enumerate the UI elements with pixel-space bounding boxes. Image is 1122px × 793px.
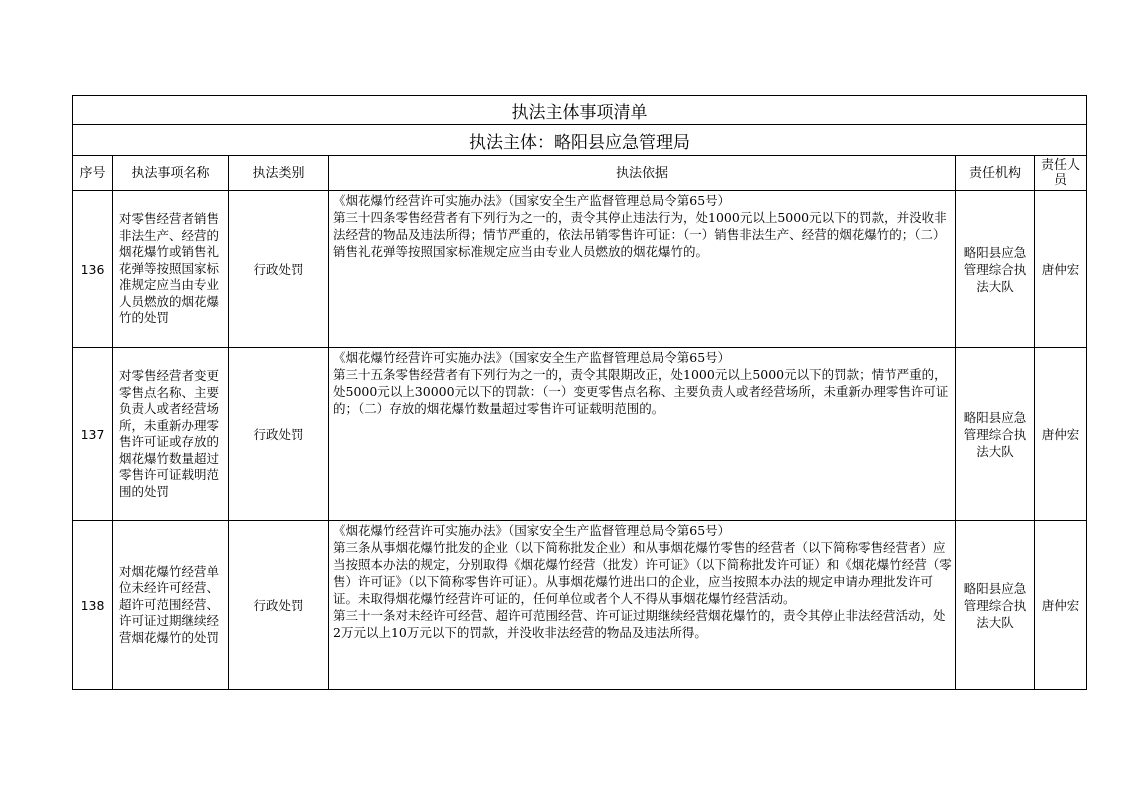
legal-basis-line: 第三条从事烟花爆竹批发的企业（以下简称批发企业）和从事烟花爆竹零售的经营者（以下简称零售经营者）应当按照本办法的规定，分别取得《烟花爆竹经营（批发）许可证》（以下简称批发许可证）和《烟花爆竹经营（零售）许可证》（以下简称零售许可证）。从事烟花爆竹进出口的企业，应当按照本办法的规定申请办理批发许可证。未取得烟花爆竹经营许可证的，任何单位或者个人不得从事烟花爆竹经营活动。 — [333, 540, 952, 606]
legal-basis — [329, 191, 956, 348]
table-row — [73, 521, 1087, 690]
document-title: 执法主体事项清单 — [73, 96, 1087, 125]
responsible-person: 唐仲宏 — [1035, 521, 1087, 690]
header-type: 执法类别 — [229, 156, 329, 191]
item-name: 对零售经营者变更零售点名称、主要负责人或者经营场所，未重新办理零售许可证或存放的烟花爆竹数量超过零售许可证载明范围的处罚 — [113, 348, 229, 521]
item-name: 对零售经营者销售非法生产、经营的烟花爆竹或销售礼花弹等按照国家标准规定应当由专业人员燃放的烟花爆竹的处罚 — [113, 191, 229, 348]
header-name: 执法事项名称 — [113, 156, 229, 191]
legal-basis-line: 《烟花爆竹经营许可实施办法》（国家安全生产监督管理总局令第65号） — [333, 523, 731, 538]
enforcement-items-table — [72, 95, 1087, 690]
header-row — [73, 156, 1087, 191]
item-name: 对烟花爆竹经营单位未经许可经营、超许可范围经营、许可证过期继续经营烟花爆竹的处罚 — [113, 521, 229, 690]
header-org: 责任机构 — [956, 156, 1035, 191]
enforcement-type: 行政处罚 — [229, 191, 329, 348]
legal-basis-line: 第三十四条零售经营者有下列行为之一的，责令其停止违法行为，处1000元以上5000元以下的罚款，并没收非法经营的物品及违法所得；情节严重的，依法吊销零售许可证：（一）销售非法生产、经营的烟花爆竹的；（二）销售礼花弹等按照国家标准规定应当由专业人员燃放的烟花爆竹的。 — [333, 210, 947, 259]
table-row — [73, 191, 1087, 348]
legal-basis-line: 第三十五条零售经营者有下列行为之一的，责令其限期改正，处1000元以上5000元以下的罚款；情节严重的，处5000元以上30000元以下的罚款：（一）变更零售点名称、主要负责人或者经营场所，未重新办理零售许可证的；（二）存放的烟花爆竹数量超过零售许可证载明范围的。 — [333, 367, 949, 416]
legal-basis-line: 《烟花爆竹经营许可实施办法》（国家安全生产监督管理总局令第65号） — [333, 193, 731, 208]
responsible-org: 略阳县应急管理综合执法大队 — [956, 521, 1035, 690]
row-number: 136 — [73, 191, 113, 348]
responsible-person: 唐仲宏 — [1035, 348, 1087, 521]
enforcement-type: 行政处罚 — [229, 348, 329, 521]
legal-basis-line: 第三十一条对未经许可经营、超许可范围经营、许可证过期继续经营烟花爆竹的，责令其停止非法经营活动，处2万元以上10万元以下的罚款，并没收非法经营的物品及违法所得。 — [333, 608, 946, 640]
header-person: 责任人员 — [1035, 156, 1087, 191]
enforcement-type: 行政处罚 — [229, 521, 329, 690]
legal-basis-line: 《烟花爆竹经营许可实施办法》（国家安全生产监督管理总局令第65号） — [333, 350, 731, 365]
responsible-org: 略阳县应急管理综合执法大队 — [956, 348, 1035, 521]
row-number: 138 — [73, 521, 113, 690]
enforcement-subject: 执法主体：略阳县应急管理局 — [73, 125, 1087, 156]
legal-basis — [329, 521, 956, 690]
row-number: 137 — [73, 348, 113, 521]
responsible-person: 唐仲宏 — [1035, 191, 1087, 348]
responsible-org: 略阳县应急管理综合执法大队 — [956, 191, 1035, 348]
legal-basis — [329, 348, 956, 521]
header-basis: 执法依据 — [329, 156, 956, 191]
header-no: 序号 — [73, 156, 113, 191]
table-row — [73, 348, 1087, 521]
